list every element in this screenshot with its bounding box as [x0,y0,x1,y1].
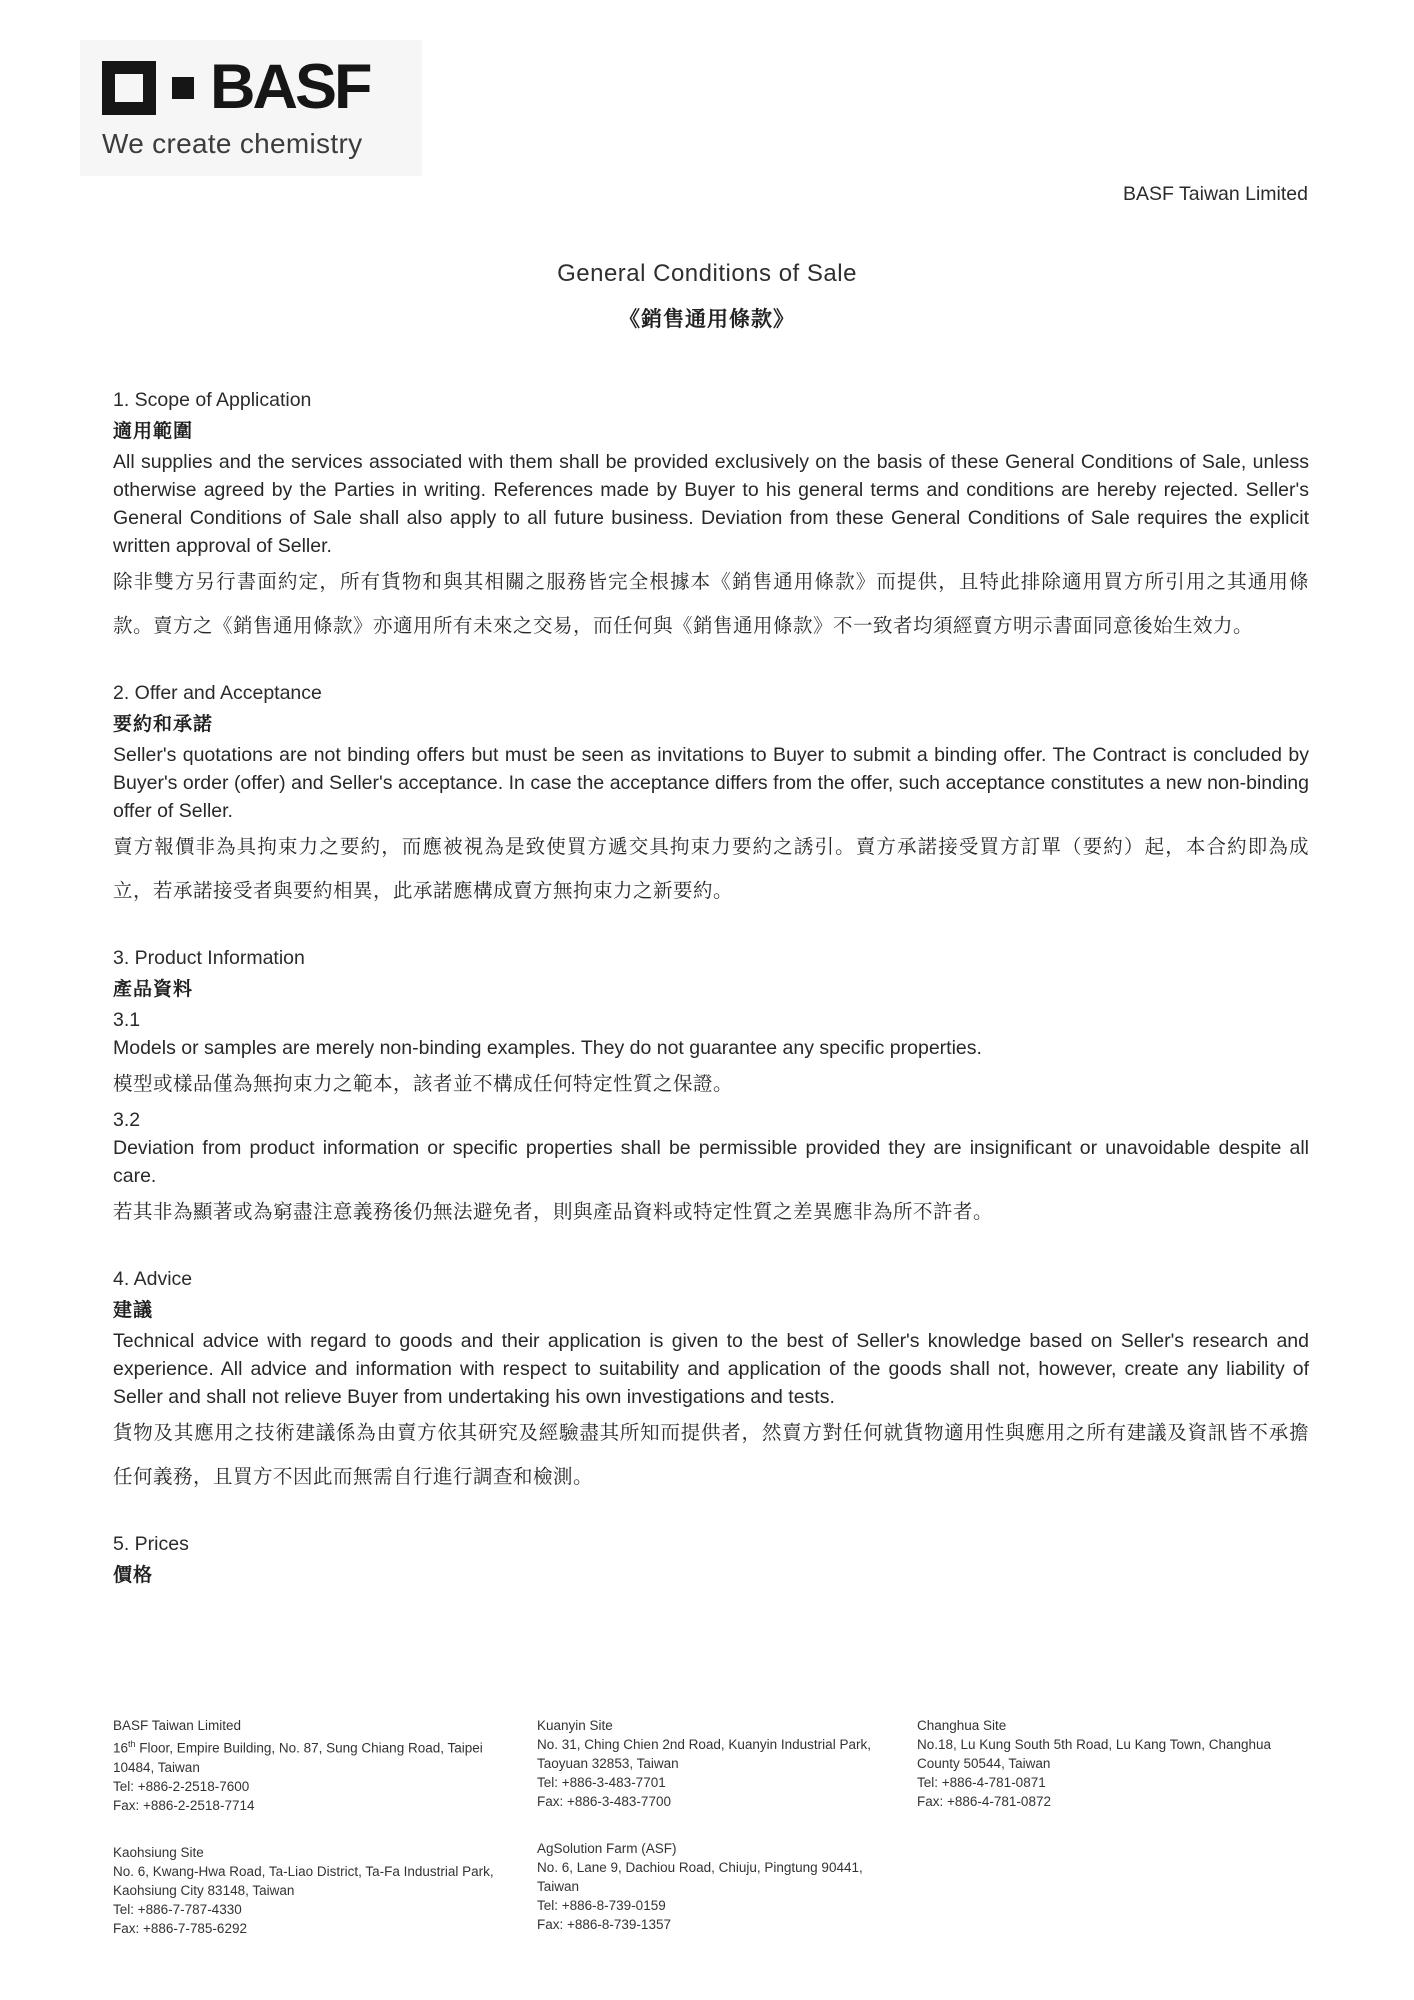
paragraph-en: Models or samples are merely non-binding examples. They do not guarantee any specific properties. [113,1037,982,1059]
contact-line: Tel: +886-3-483-7701 [537,1775,666,1790]
section-1 [113,385,1309,648]
paragraph-zh: 除非雙方另行書面約定，所有貨物和與其相關之服務皆完全根據本《銷售通用條款》而提供，且特此排除適用買方所引用之其通用條款。賣方之《銷售通用條款》亦適用所有未來之交易，而任何與《銷售通用條款》不一致者均須經賣方明示書面同意後始生效力。 [113,571,1309,637]
section-heading-zh: 產品資料 [113,979,194,1000]
company-name: BASF Taiwan Limited [1123,183,1308,205]
contact-line: No.18, Lu Kung South 5th Road, Lu Kang Town, Changhua County 50544, Taiwan [917,1737,1272,1771]
logo-brand-text: BASF [210,52,370,122]
footer-column-2 [537,1716,917,1966]
paragraph-en: Technical advice with regard to goods and their application is given to the best of Seller's knowledge based on Seller's research and experience. All advice and information with respect to suitability and application of the goods shall not, however, create any liability of Seller and shall not relieve Buyer from undertaking his own investigations and tests. [113,1330,1309,1408]
subsection-number: 3.1 [113,1009,141,1031]
contact-block [537,1839,889,1934]
contact-line: Fax: +886-4-781-0872 [917,1794,1051,1809]
contact-site-name: Changhua Site [917,1718,1007,1733]
section-heading-en: 3. Product Information [113,947,305,969]
section-heading-zh: 要約和承諾 [113,714,214,735]
logo-tagline: We create chemistry [102,128,363,159]
subsection-number: 3.2 [113,1109,141,1131]
contact-line: Tel: +886-8-739-0159 [537,1898,666,1913]
contact-line: Fax: +886-7-785-6292 [113,1920,247,1936]
contact-line: Fax: +886-2-2518-7714 [113,1797,255,1813]
paragraph-en: Seller's quotations are not binding offers but must be seen as invitations to Buyer to submit a binding offer. The Contract is concluded by Buyer's order (offer) and Seller's acceptance. In case the acceptance differs from the offer, such acceptance constitutes a new non-binding offer of Seller. [113,744,1309,822]
footer-column-3 [917,1716,1333,1966]
contact-line: Fax: +886-8-739-1357 [537,1917,671,1932]
section-heading-en: 2. Offer and Acceptance [113,682,322,704]
logo-outline-square-icon [102,61,156,115]
footer-column-1 [113,1716,537,1966]
paragraph-zh: 若其非為顯著或為窮盡注意義務後仍無法避免者，則與產品資料或特定性質之差異應非為所不許者。 [113,1201,994,1223]
section-heading-en: 5. Prices [113,1533,189,1555]
contact-line: 16th Floor, Empire Building, No. 87, Sung Chiang Road, Taipei 10484, Taiwan [113,1739,483,1775]
terms-sections [113,385,1309,1622]
section-5 [113,1529,1309,1592]
contact-footer [113,1716,1333,1966]
contact-block [537,1716,889,1811]
section-heading-en: 1. Scope of Application [113,389,312,411]
contact-line: No. 6, Lane 9, Dachiou Road, Chiuju, Pingtung 90441, Taiwan [537,1860,863,1894]
paragraph-zh: 賣方報價非為具拘束力之要約，而應被視為是致使買方遞交具拘束力要約之誘引。賣方承諾接受買方訂單（要約）起，本合約即為成立，若承諾接受者與要約相異，此承諾應構成賣方無拘束力之新要約。 [113,836,1309,902]
contact-site-name: Kaohsiung Site [113,1844,204,1860]
contact-line: No. 31, Ching Chien 2nd Road, Kuanyin Industrial Park, Taoyuan 32853, Taiwan [537,1737,871,1771]
contact-site-name: Kuanyin Site [537,1718,613,1733]
contact-block [917,1716,1305,1811]
paragraph-en: All supplies and the services associated with them shall be provided exclusively on the basis of these General Conditions of Sale, unless otherwise agreed by the Parties in writing. References made by Buyer to his general terms and conditions are hereby rejected. Seller's General Conditions of Sale shall also apply to all future business. Deviation from these General Conditions of Sale requires the explicit written approval of Seller. [113,451,1309,557]
section-heading-zh: 適用範圍 [113,421,194,442]
contact-site-name: BASF Taiwan Limited [113,1718,242,1733]
section-2 [113,678,1309,913]
title-block [0,260,1414,333]
contact-block [113,1843,509,1938]
paragraph-zh: 貨物及其應用之技術建議係為由賣方依其研究及經驗盡其所知而提供者，然賣方對任何就貨物適用性與應用之所有建議及資訊皆不承擔任何義務，且買方不因此而無需自行進行調查和檢測。 [113,1422,1309,1488]
basf-logo-mark [102,52,422,122]
basf-logo [80,40,422,176]
paragraph-en: Deviation from product information or specific properties shall be permissible provided they are insignificant or unavoidable despite all care. [113,1137,1309,1187]
section-heading-en: 4. Advice [113,1268,193,1290]
logo-solid-square-icon [172,77,194,99]
section-heading-zh: 建議 [113,1300,154,1321]
paragraph-zh: 模型或樣品僅為無拘束力之範本，該者並不構成任何特定性質之保證。 [113,1073,734,1095]
contact-line: No. 6, Kwang-Hwa Road, Ta-Liao District, Ta-Fa Industrial Park, Kaohsiung City 83148, Taiwan [113,1863,494,1898]
ordinal-suffix: th [128,1739,136,1749]
contact-line: Tel: +886-4-781-0871 [917,1775,1046,1790]
contact-line: Fax: +886-3-483-7700 [537,1794,671,1809]
section-4 [113,1264,1309,1499]
document-title-en: General Conditions of Sale [557,260,857,287]
contact-line: Tel: +886-2-2518-7600 [113,1778,250,1794]
section-heading-zh: 價格 [113,1565,154,1586]
document-title-zh: 《銷售通用條款》 [619,308,795,331]
contact-line: Tel: +886-7-787-4330 [113,1901,242,1917]
section-3 [113,943,1309,1234]
contact-site-name: AgSolution Farm (ASF) [537,1841,677,1856]
contact-block [113,1716,509,1815]
